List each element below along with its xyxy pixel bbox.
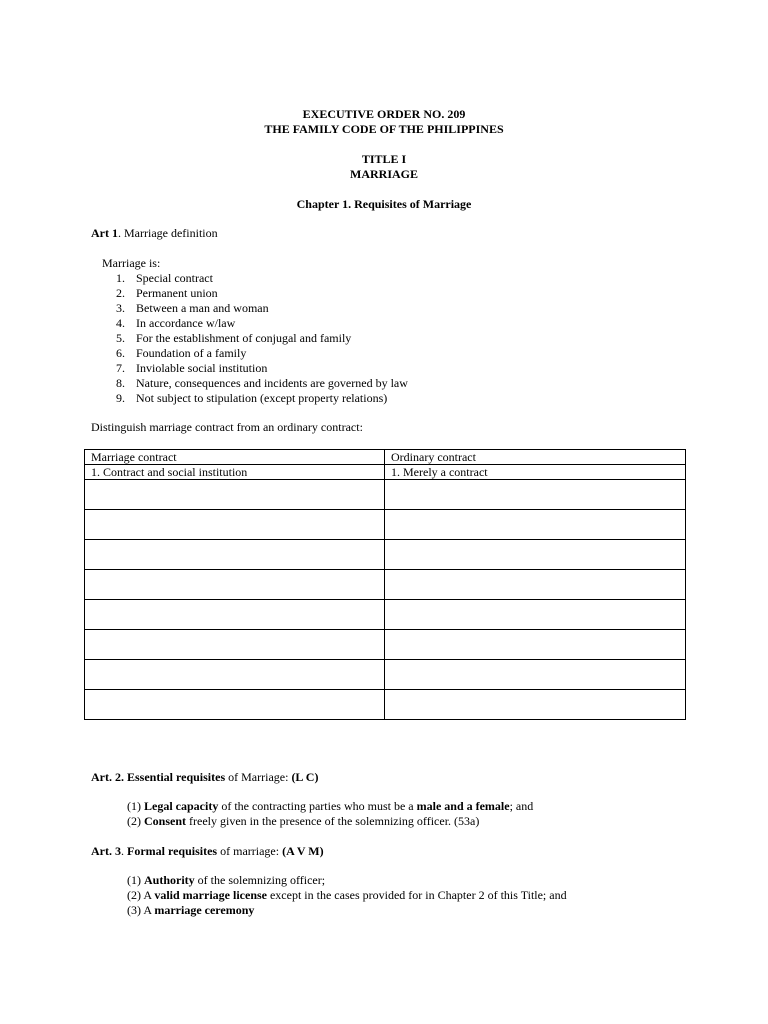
table-cell: 1. Contract and social institution bbox=[85, 465, 385, 480]
table-row bbox=[85, 540, 686, 570]
art2-mnemonic: (L C) bbox=[291, 770, 319, 784]
list-item-number: 7. bbox=[116, 361, 125, 375]
table-cell bbox=[385, 570, 686, 600]
table-cell bbox=[385, 600, 686, 630]
table-cell bbox=[85, 690, 385, 720]
distinguish-text: Distinguish marriage contract from an ordinary contract: bbox=[91, 420, 363, 434]
table-cell bbox=[385, 540, 686, 570]
art3-item-1: (1) Authority of the solemnizing officer; bbox=[127, 873, 326, 887]
list-item-text: In accordance w/law bbox=[136, 316, 236, 330]
art1-intro: Marriage is: bbox=[102, 256, 161, 270]
list-item-number: 1. bbox=[116, 271, 125, 285]
list-item-text: Between a man and woman bbox=[136, 301, 269, 315]
list-item-text: Nature, consequences and incidents are governed by law bbox=[136, 376, 408, 390]
table-cell bbox=[385, 510, 686, 540]
table-row bbox=[85, 480, 686, 510]
header-executive-order: EXECUTIVE ORDER NO. 209 bbox=[302, 107, 466, 121]
table-cell bbox=[85, 540, 385, 570]
title-heading: TITLE I bbox=[361, 152, 407, 166]
art2-item-2: (2) Consent freely given in the presence of the solemnizing officer. (53a) bbox=[127, 814, 480, 828]
table-header-row bbox=[85, 450, 686, 465]
art3-mnemonic: (A V M) bbox=[282, 844, 324, 858]
art3-formal: Formal requisites bbox=[127, 844, 218, 858]
art2-mid: of Marriage: bbox=[225, 770, 292, 784]
table-cell bbox=[385, 690, 686, 720]
list-item-number: 3. bbox=[116, 301, 125, 315]
list-item-number: 8. bbox=[116, 376, 125, 390]
list-item-text: Permanent union bbox=[136, 286, 218, 300]
table-row bbox=[85, 465, 686, 480]
list-item-text: Foundation of a family bbox=[136, 346, 247, 360]
table-row bbox=[85, 600, 686, 630]
table-row bbox=[85, 570, 686, 600]
table-row bbox=[85, 510, 686, 540]
art2-item-1: (1) Legal capacity of the contracting parties who must be a male and a female; and bbox=[127, 799, 534, 813]
table-header-cell: Ordinary contract bbox=[385, 450, 686, 465]
table-cell bbox=[85, 480, 385, 510]
table-cell bbox=[385, 480, 686, 510]
list-item-number: 4. bbox=[116, 316, 125, 330]
list-item-text: Inviolable social institution bbox=[136, 361, 268, 375]
art2-label: Art. 2. bbox=[91, 770, 124, 784]
table-cell bbox=[85, 510, 385, 540]
table-cell bbox=[85, 570, 385, 600]
art2-heading bbox=[91, 770, 318, 785]
art3-label: Art. 3 bbox=[91, 844, 121, 858]
title-subheading: MARRIAGE bbox=[350, 167, 418, 181]
comparison-table bbox=[84, 449, 686, 720]
table-header-cell: Marriage contract bbox=[85, 450, 385, 465]
chapter-heading: Chapter 1. Requisites of Marriage bbox=[296, 197, 472, 211]
table-row bbox=[85, 630, 686, 660]
list-item-number: 2. bbox=[116, 286, 125, 300]
list-item-text: For the establishment of conjugal and family bbox=[136, 331, 352, 345]
list-item-number: 9. bbox=[116, 391, 125, 405]
art1-title: . Marriage definition bbox=[118, 226, 218, 240]
art1-heading bbox=[91, 226, 218, 241]
header-family-code: THE FAMILY CODE OF THE PHILIPPINES bbox=[264, 122, 504, 136]
table-row bbox=[85, 660, 686, 690]
table-cell: 1. Merely a contract bbox=[385, 465, 686, 480]
list-item-number: 6. bbox=[116, 346, 125, 360]
table-cell bbox=[85, 660, 385, 690]
table-row bbox=[85, 690, 686, 720]
list-item-text: Special contract bbox=[136, 271, 213, 285]
art3-item-2: (2) A valid marriage license except in the cases provided for in Chapter 2 of this Title; and bbox=[127, 888, 567, 902]
art1-label: Art 1 bbox=[91, 226, 118, 240]
art2-essential: Essential requisites bbox=[127, 770, 226, 784]
art3-item-3: (3) A marriage ceremony bbox=[127, 903, 255, 917]
list-item-number: 5. bbox=[116, 331, 125, 345]
table-cell bbox=[385, 660, 686, 690]
art3-heading: Art. 3. Formal requisites of marriage: (A V M) bbox=[91, 844, 324, 858]
table-cell bbox=[385, 630, 686, 660]
table-cell bbox=[85, 630, 385, 660]
list-item-text: Not subject to stipulation (except property relations) bbox=[136, 391, 388, 405]
table-cell bbox=[85, 600, 385, 630]
